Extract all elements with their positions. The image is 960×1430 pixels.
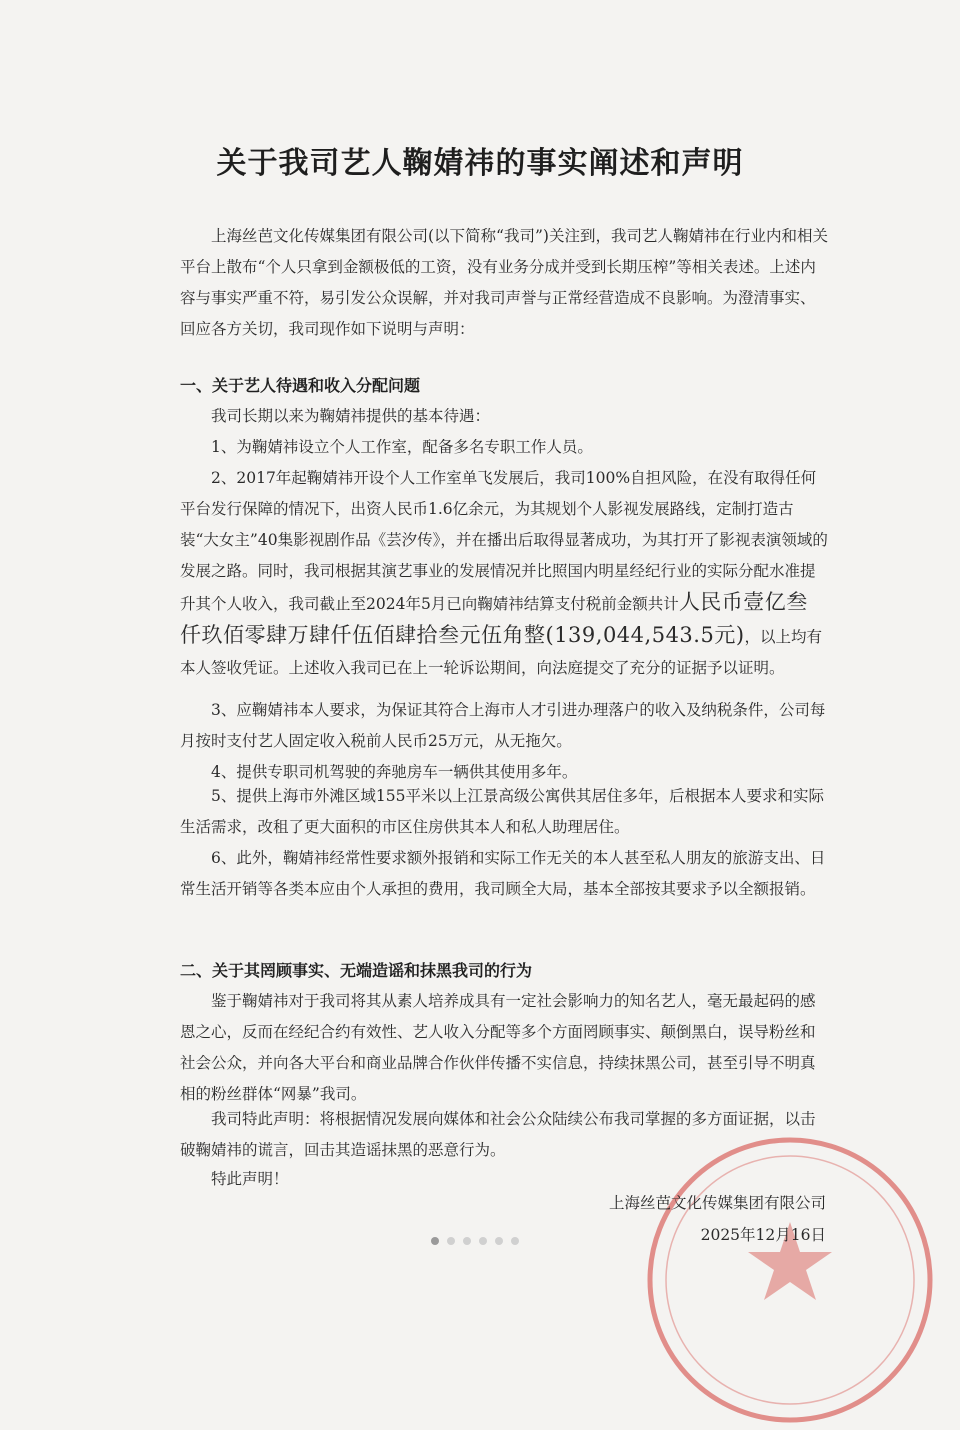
signature-date: 2025年12月16日 [700, 1226, 826, 1244]
item2-amount: 人民币壹亿叁仟玖佰零肆万肆仟伍佰肆拾叁元伍角整(139,044,543.5元) [180, 590, 808, 647]
section2-paragraph1: 鉴于鞠婧祎对于我司将其从素人培养成具有一定社会影响力的知名艺人，毫无最起码的感恩之心，反而在经纪合约有效性、艺人收入分配等多个方面罔顾事实、颠倒黑白，误导粉丝和社会公众，并向各大平台和商业品牌合作伙伴传播不实信息，持续抹黑公司，甚至引导不明真相的粉丝群体“网暴”我司。 [180, 992, 816, 1103]
pagination-dots [430, 1236, 530, 1246]
item2-text-part2: ，以上均有本人签收凭证。上述收入我司已在上一轮诉讼期间，向法庭提交了充分的证据予以证明。 [180, 628, 823, 677]
intro-paragraph: 上海丝芭文化传媒集团有限公司(以下简称“我司”)关注到，我司艺人鞠婧祎在行业内和相关平台上散布“个人只拿到金额极低的工资，没有业务分成并受到长期压榨”等相关表述。上述内容与事实严重不符，易引发公众误解，并对我司声誉与正常经营造成不良影响。为澄清事实、回应各方关切，我司现作如下说明与声明： [180, 227, 828, 338]
section2-paragraph2: 我司特此声明：将根据情况发展向媒体和社会公众陆续公布我司掌握的多方面证据，以击破鞠婧祎的谎言，回击其造谣抹黑的恶意行为。 [180, 1110, 816, 1159]
section1-item2 [180, 463, 828, 684]
signature-company: 上海丝芭文化传媒集团有限公司 [608, 1194, 826, 1212]
closing-line: 特此声明！ [211, 1170, 289, 1188]
section1-item3: 3、应鞠婧祎本人要求，为保证其符合上海市人才引进办理落户的收入及纳税条件，公司每月按时支付艺人固定收入税前人民币25万元，从无拖欠。 [180, 701, 826, 750]
section1-item6: 6、此外，鞠婧祎经常性要求额外报销和实际工作无关的本人甚至私人朋友的旅游支出、日常生活开销等各类本应由个人承担的费用，我司顾全大局，基本全部按其要求予以全额报销。 [180, 849, 826, 898]
section1-item4: 4、提供专职司机驾驶的奔驰房车一辆供其使用多年。 [211, 763, 578, 781]
section1-heading: 一、关于艺人待遇和收入分配问题 [180, 376, 421, 395]
section1-lead: 我司长期以来为鞠婧祎提供的基本待遇： [211, 407, 491, 425]
section2-heading: 二、关于其罔顾事实、无端造谣和抹黑我司的行为 [180, 961, 533, 980]
document-title: 关于我司艺人鞠婧祎的事实阐述和声明 [216, 146, 744, 182]
item2-text-part1: 2、2017年起鞠婧祎开设个人工作室单飞发展后，我司100%自担风险，在没有取得任何平台发行保障的情况下，出资人民币1.6亿余元，为其规划个人影视发展路线，定制打造古装“大女主”40集影视剧作品《芸汐传》，并在播出后取得显著成功，为其打开了影视表演领域的发展之路。同时，我司根据其演艺事业的发展情况并比照国内明星经纪行业的实际分配水准提升其个人收入，我司截止至2024年5月已向鞠婧祎结算支付税前金额共计 [180, 469, 828, 613]
section1-item5: 5、提供上海市外滩区域155平米以上江景高级公寓供其居住多年，后根据本人要求和实际生活需求，改租了更大面积的市区住房供其本人和私人助理居住。 [180, 787, 824, 836]
company-seal-stamp [640, 1130, 940, 1430]
section1-item1: 1、为鞠婧祎设立个人工作室，配备多名专职工作人员。 [211, 438, 593, 456]
